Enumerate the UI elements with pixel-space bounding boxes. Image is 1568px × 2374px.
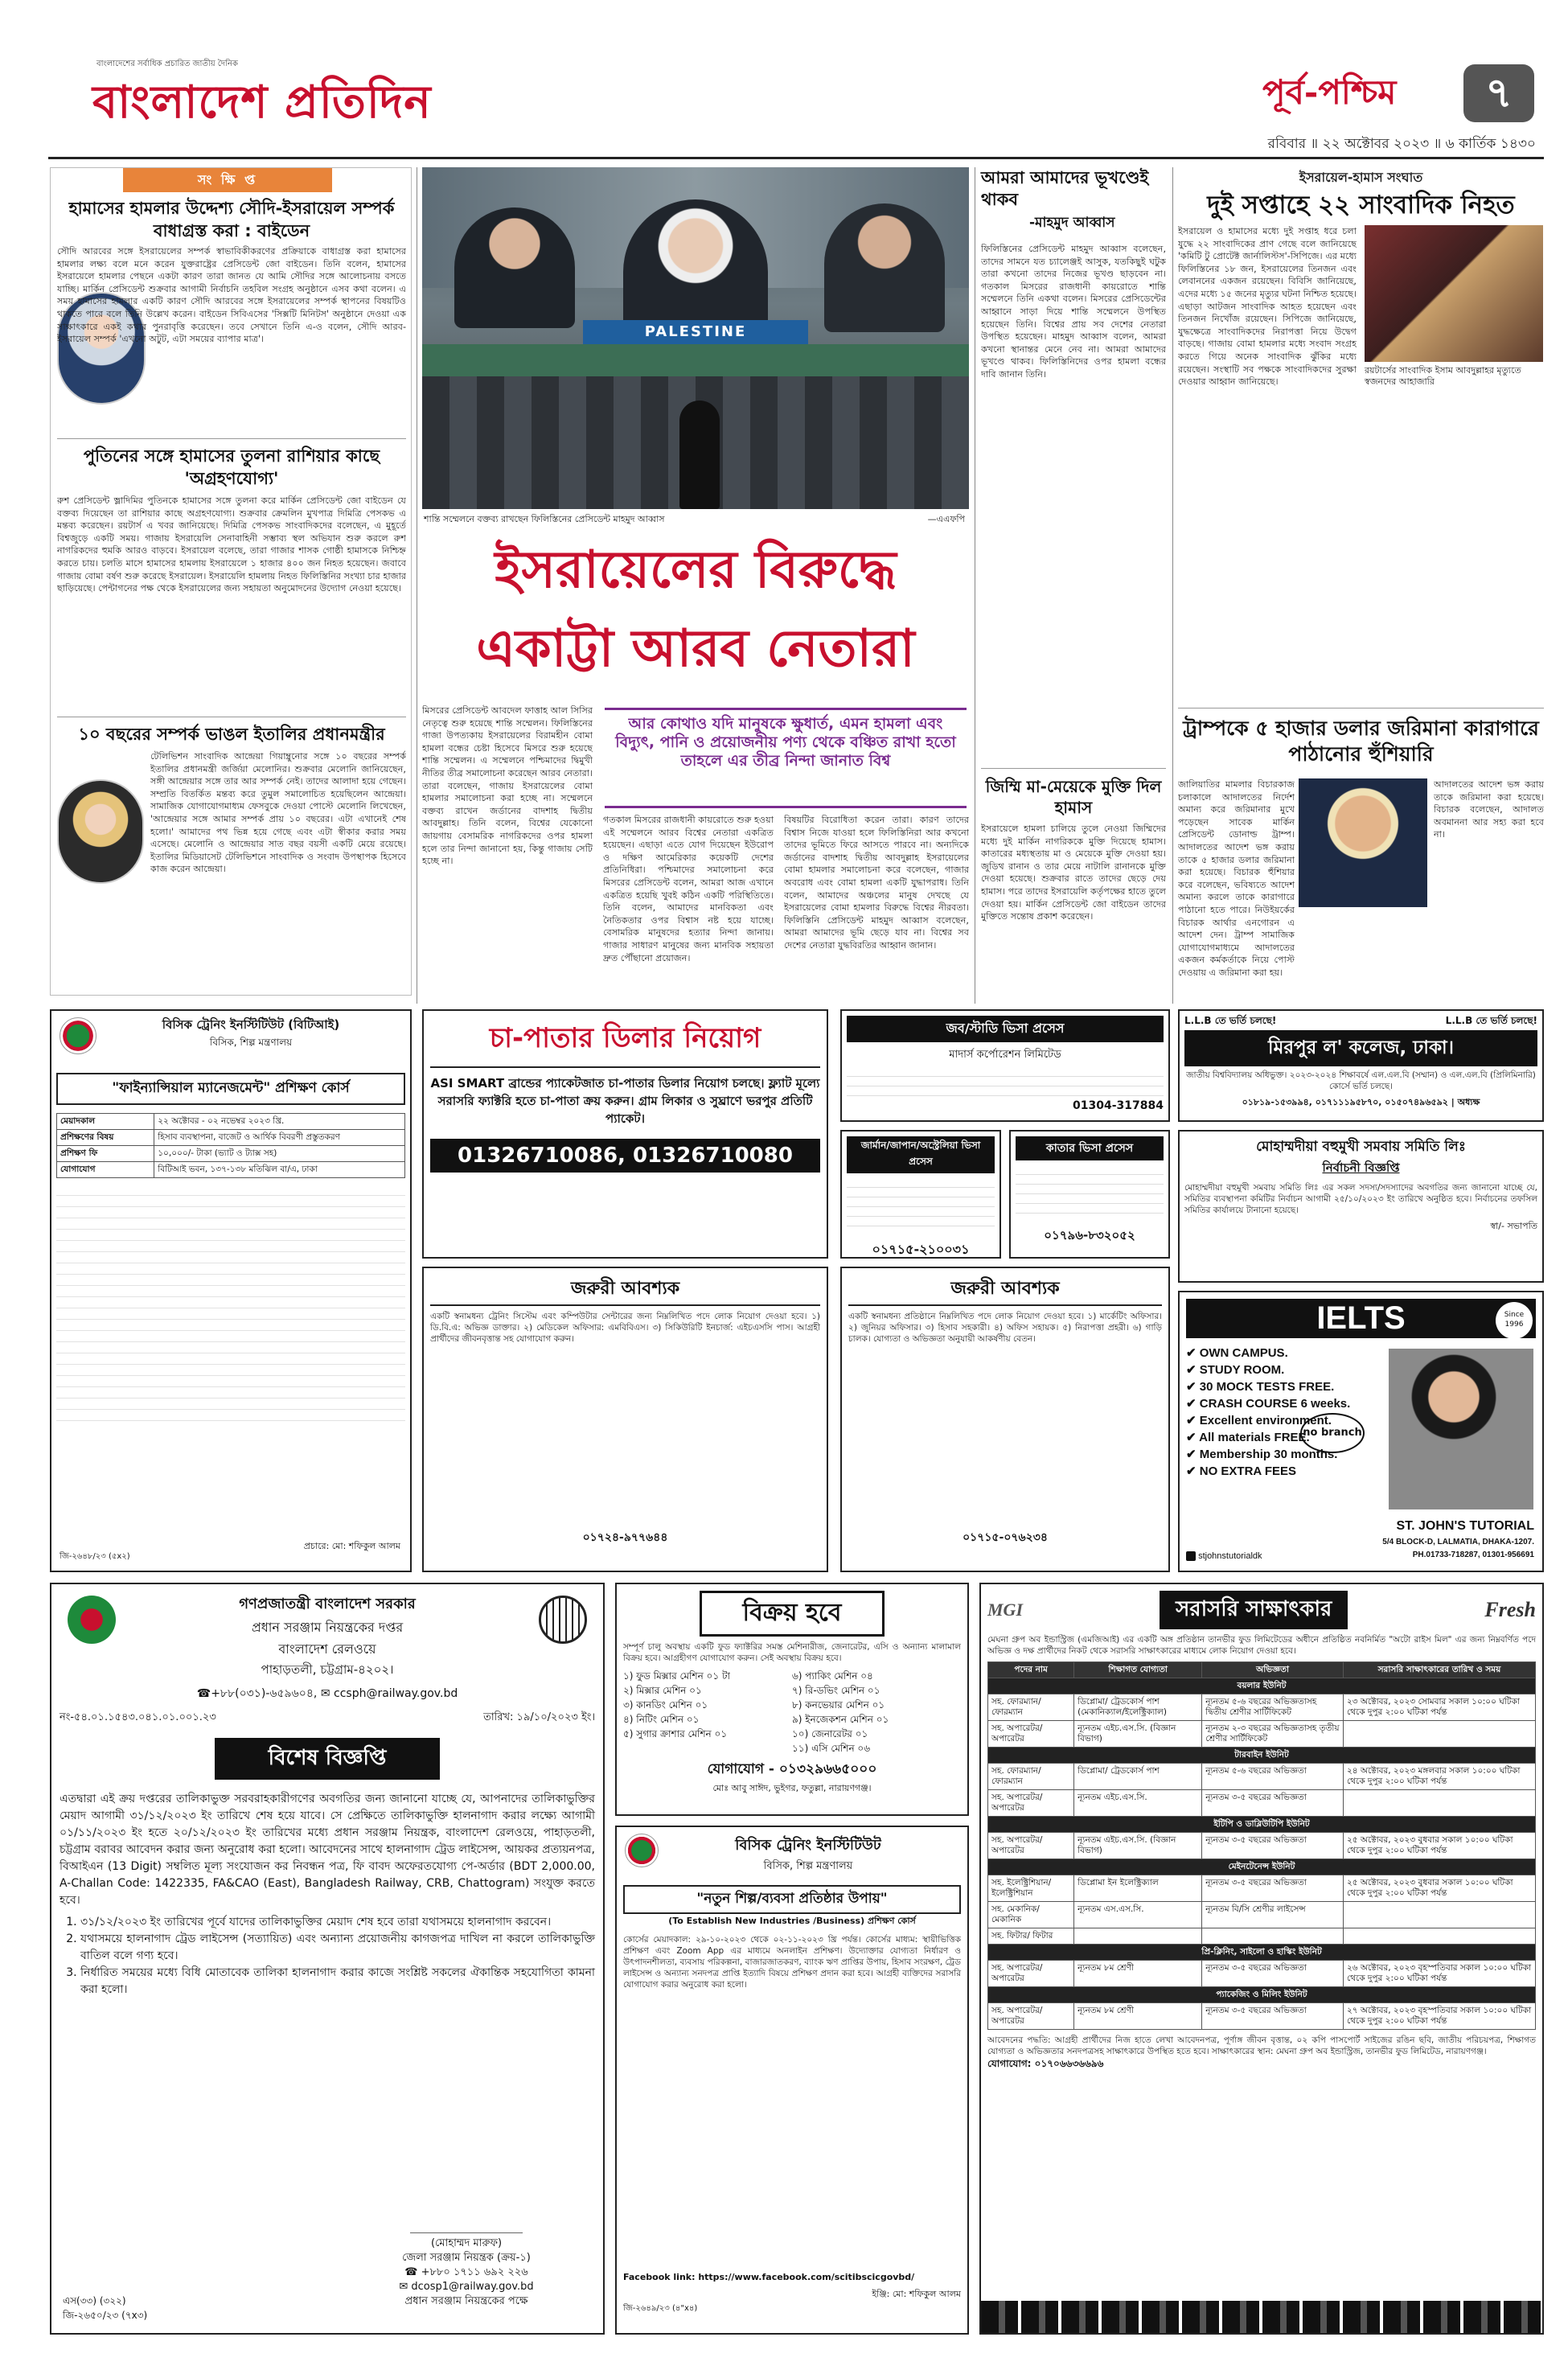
brief-label-text: সং ক্ষি প্ত [197,172,258,187]
btti2-ministry: বিসিক, শিল্প মন্ত্রণালয় [763,1860,853,1872]
table-row [57,1130,405,1146]
ielts-point: ✔ Membership 30 months. [1186,1448,1338,1461]
urgent2-headline: জরুরী আবশ্যক [848,1275,1162,1306]
llb-badge-right: L.L.B তে ভর্তি চলছে! [1445,1015,1537,1026]
meloni-photo [57,779,144,884]
railway-signer-office: প্রধান সরঞ্জাম নিয়ন্ত্রকের পক্ষে [404,2295,528,2307]
journalist-photo-caption: রয়টার্সের সাংবাদিক ইসাম আবদুল্লাহর মৃত্যুতে স্বজনদের আহাজারি [1365,365,1521,387]
railway-signer-email: ✉ dcosp1@railway.gov.bd [399,2281,534,2293]
sale-item: ৭) রি-ডভিং মেশিন ০১ [792,1685,880,1696]
section-title: বয়লার ইউনিট [988,1678,1536,1694]
railway-points [60,1914,595,1998]
table-cell [1343,1721,1535,1748]
railway-notice-title: বিশেষ বিজ্ঞপ্তি [215,1738,440,1780]
table-cell: ন্যূনতম ২-৩ বছরের অভিজ্ঞতাসহ তৃতীয় শ্রেণীর সার্টিফিকেট [1202,1721,1344,1748]
ielts-social [1186,1551,1262,1561]
btti2-body: কোর্সের মেয়াদকাল: ২৯-১০-২০২৩ থেকে ০২-১১-২০২৩ খ্রি পর্যন্ত। কোর্সের মাধ্যম: স্থায়ীভিত্তিক প্রশিক্ষণ এবং Zoom App এর মাধ্যমে অনলাইন প্রশিক্ষণ। উদ্যোক্তার যোগ্যতা নির্ধারণ ও উৎপাদনশীলতা, ব্যবসায় পরিকল্পনা, বাজারজাতকরণ, ব্যাংক ঋণ প্রাপ্তির উপায়, হিসাব সংরক্ষণ, ট্রেড লাইসেন্স ও অন্যান্য সনদপত্র প্রাপ্তি ইত্যাদি বিষয়ে প্রশিক্ষণ প্রদান করা হবে। আগ্রহী ব্যক্তিদের সরাসরি যোগাযোগ করার অনুরোধ করা হলো। [623,1935,961,1990]
journalist-story [1178,167,1544,702]
railway-memo: নং-৫৪.০১.১৫৪৩.০৪১.০১.০০১.২৩ [60,1711,216,1723]
ad-urgent-2 [840,1267,1170,1572]
lead-headline: ইসরায়েলের বিরুদ্ধে একাট্টা আরব নেতারা [476,540,915,679]
ielts-point: ✔ 30 MOCK TESTS FREE. [1186,1380,1335,1394]
btti-filler [56,1185,405,1426]
table-row [57,1146,405,1162]
table-cell: ন্যূনতম ৮ম শ্রেণী [1074,2003,1202,2030]
lead-body-col2: গতকাল মিসরের রাজধানী কায়রোতে শুরু হওয়া এই সম্মেলনে আরব বিশ্বের নেতারা একত্রিত হয়েছেন। এছাড়া এতে যোগ দিয়েছেন ইউরোপ ও দক্ষিণ আমেরিকার কয়েকটি দেশের প্রতিনিধিরা। পশ্চিমাদের সমালোচনা করে মিসরের প্রেসিডেন্ট বলেন, আমরা আজ এখানে একত্রিত হয়েছি খুবই কঠিন একটি পরিস্থিতিতে। তিনি বলেন, আমাদের মানবিকতা এবং নৈতিকতার ওপর বিশ্বাস নষ্ট হয়ে যাচ্ছে। বেসামরিক মানুষদের হত্যার নিন্দা জানায়। গাজার সাধারণ মানুষের জন্য মানবিক সহায়তা দ্রুত পৌঁছানো প্রয়োজন। [603,815,774,963]
railway-signer-phone: ☎ +৮৮০ ১৭১১ ৬৯২ ২২৬ [404,2266,528,2278]
col-rule [1172,167,1173,1004]
table-row [988,1833,1536,1859]
ielts-points [1186,1345,1387,1480]
brief-label [123,168,332,192]
ad-llb [1178,1009,1544,1122]
ielts-badge: no branch [1300,1413,1365,1453]
trump-headline: ট্রাম্পকে ৫ হাজার ডলার জরিমানা কারাগারে পাঠানোর হুঁশিয়ারি [1183,717,1539,766]
hostage-body: ইসরায়েলে হামলা চালিয়ে তুলে নেওয়া জিম্মিদের মধ্যে দুই মার্কিন নাগরিককে মুক্তি দিয়েছে হামাস। কাতারের মধ্যস্থতায় মা ও মেয়েকে মুক্তি দেওয়া হয়। জুডিথ রানান ও তার মেয়ে নাটালি রানানকে মুক্তি দেওয়া হয়েছে। শুক্রবার রাতে তাদের ছেড়ে দেয় হামাস। পরে তাদের ইসরায়েলি কর্তৃপক্ষের হাতে তুলে দেওয়া হয়। মার্কিন প্রেসিডেন্ট জো বাইডেন তাদের মুক্তিতে সন্তোষ প্রকাশ করেছেন। [981,824,1166,922]
ad-urgent-1 [422,1267,828,1572]
btti-course: "ফাইন্যান্সিয়াল ম্যানেজমেন্ট" প্রশিক্ষণ কোর্স [56,1073,405,1105]
brief-body: টেলিভিশন সাংবাদিক আন্দ্রেয়া গিয়াম্ব্রুনোর সঙ্গে ১০ বছরের সম্পর্ক ইতালির প্রধানমন্ত্রী জর্জিয়া মেলোনির। শুক্রবার মেলোনি জানিয়েছেন, সঙ্গী আন্দ্রেয়ার সঙ্গে তার আর সম্পর্ক নেই। তাদের আলাদা হয়ে গেছেন। সম্প্রতি বিতর্কিত মন্তব্য করে তুমুল সমালোচিত হয়েছিলেন আন্দ্রেয়া। সামাজিক যোগাযোগমাধ্যম ফেসবুকে দেওয়া পোস্টে মেলোনি লিখেছেন, 'আন্দ্রেয়ার সঙ্গে আমার সম্পর্ক প্রায় ১০ বছরের। এটা এখানেই শেষ হলো।' আমাদের পথ ভিন্ন হয়ে গেছে এবং এটা স্বীকার করার সময় এসেছে। মেলোনি ও আন্দ্রেয়ার সাত বছর বয়সী একটি মেয়ে রয়েছে। ইতালির মিডিয়াসেট টেলিভিশনে সাংবাদিক ও সংবাদ উপস্থাপক হিসেবে কাজ করেন আন্দ্রেয়া। [150,751,406,875]
fresh-footer: আবেদনের পদ্ধতি: আগ্রহী প্রার্থীদের নিজ হাতে লেখা আবেদনপত্র, পূর্ণাঙ্গ জীবন বৃত্তান্ত, ০২ কপি পাসপোর্ট সাইজের রঙিন ছবি, জাতীয় পরিচয়পত্র, শিক্ষাগত যোগ্যতা ও অভিজ্ঞতার সনদপত্রসহ সাক্ষাৎকারে উপস্থিত হতে হবে। সাক্ষাৎকারের স্থান: মেঘনা গ্রুপ অব ইন্ডাস্ট্রিজ, তানভীর ফুড লিমিটেড, নারায়ণগঞ্জ। [987,2035,1536,2056]
btti-signature: প্রচারে: মো: শফিকুল আলম [303,1541,400,1551]
journalist-body: ইসরায়েল ও হামাসের মধ্যে দুই সপ্তাহ ধরে চলা যুদ্ধে ২২ সাংবাদিকের প্রাণ গেছে বলে জানিয়েছে 'কমিটি টু প্রোটেক্ট জার্নালিস্টস'-সিপিজে। এর মধ্যে ফিলিস্তিনের ১৮ জন, ইসরায়েলের তিনজন এবং লেবাননের একজন রয়েছেন। বিবিসি জানিয়েছে, এদের মধ্যে ১৫ জনের মৃত্যুর ঘটনা নিশ্চিত হয়েছে। এছাড়া আটজন সাংবাদিক আহত হয়েছেন এবং তিনজন নিখোঁজ রয়েছেন। সিপিজে জানিয়েছে, যুদ্ধক্ষেত্রে সাংবাদিকদের নিরাপত্তা নিয়ে উদ্বেগ বাড়ছে। গাজায় বোমা হামলার মধ্যে সংবাদ সংগ্রহ করতে গিয়ে অনেক সাংবাদিক ঝুঁকির মধ্যে রয়েছেন। সংস্থাটি সব পক্ষকে সাংবাদিকদের সুরক্ষা দেওয়ার আহ্বান জানিয়েছে। [1178,226,1357,388]
table-cell: ডিপ্লোমা ইন ইলেক্ট্রিক্যাল [1074,1875,1202,1902]
railway-org: বাংলাদেশ রেলওয়ে [278,1641,376,1657]
railway-date: তারিখ: ১৯/১০/২০২৩ ইং। [483,1711,595,1723]
railway-logo-icon [539,1596,587,1644]
visa3-filler [1016,1165,1164,1222]
ad-cooperative [1178,1130,1544,1283]
brief-item-meloni [57,723,406,951]
date-line: রবিবার ॥ ২২ অক্টোবর ২০২৩ ॥ ৬ কার্তিক ১৪৩০ [1267,136,1536,152]
table-header: পদের নাম [988,1662,1074,1678]
row-value: বিটিআই ভবন, ১৩৭-১৩৮ মতিঝিল বা/এ, ঢাকা [154,1162,405,1178]
fresh-skyline [981,2301,1544,2333]
photo-figure-right [824,203,945,332]
table-cell: ন্যূনতম ৩-৫ বছরের অভিজ্ঞতা [1202,2003,1344,2030]
btti-ref: জি-২৬৪৮/২৩ (৫x২) [60,1552,130,1561]
section-title: প্যাকেজিং ও মিলিং ইউনিট [988,1987,1536,2003]
btti2-ref: জি-২৬৪৯/২৩ (৪"x৪) [623,2304,698,2313]
btti-logo-icon [60,1017,96,1054]
coop-signer: স্বা/- সভাপতি [1490,1221,1537,1231]
table-cell [1343,1902,1535,1928]
ielts-point: ✔ OWN CAMPUS. [1186,1346,1288,1360]
lead-body-col3: বিষয়টির বিরোধিতা করেন তারা। কারণ তাদের বিশ্বাস নিজে যাওয়া হলে ফিলিস্তিনিরা আর কখনো তাদের ভূমিতে ফিরে আসতে পারবে না। অন্যদিকে জর্ডানের বাদশাহ দ্বিতীয় আবদুল্লাহ ইসরায়েলের বোমা হামলার সমালোচনা করে বলেছেন, গাজার অবরোধ এবং বোমা হামলা একটি যুদ্ধাপরাধ। তিনি বলেন, আমাদের অঞ্চলের মানুষ দেখছে যে ইসরায়েলের বোমা হামলার বিরুদ্ধে বিশ্বের নীরবতা। ফিলিস্তিনি প্রেসিডেন্ট মাহমুদ আব্বাস বলেছেন, আমরা আমাদের ভূমি ছেড়ে যাব না। বিশ্বের সব দেশের নেতারা যুদ্ধবিরতির আহ্বান জানান। [784,815,969,951]
table-row [57,1114,405,1130]
page-number-badge [1463,64,1534,122]
ad-visa-1 [840,1009,1170,1122]
masthead-rule [48,157,1544,159]
table-row [988,1902,1536,1928]
signature-scribble [410,2212,523,2233]
sale-intro: সম্পূর্ণ চালু অবস্থায় একটি ফুড ফ্যাক্টরির সমস্ত মেশিনারীজ, জেনারেটর, এসি ও অন্যান্য মালামাল বিক্রয় হবে। আগ্রহীগণ যোগাযোগ করুন। সেই অবস্থায় বিক্রয় হবে। [623,1642,961,1663]
fresh-intro: মেঘনা গ্রুপ অব ইন্ডাস্ট্রিজ (এমজিআই) এর একটি অঙ্গ প্রতিষ্ঠান তানভীর ফুড লিমিটেডের অধীনে প্রতিষ্ঠিত নবনির্মিত "অটো রাইস মিল" এর জন্য নিম্নবর্ণিত পদে অভিজ্ঞ ও দক্ষ প্রার্থীদের নিকট থেকে সরাসরি সাক্ষাৎকারের মাধ্যমে লোক নিয়োগ দেওয়া হবে। [987,1635,1536,1656]
lead-body-col1: মিসরের প্রেসিডেন্ট আবদেল ফাত্তাহ আল সিসির নেতৃত্বে শুরু হয়েছে শান্তি সম্মেলন। ফিলিস্তিনের গাজা উপত্যকায় ইসরায়েলের বিরামহীন বোমা হামলা বন্ধের চেষ্টা হিসেবে মিসরে শুরু হয়েছে শান্তি সম্মেলন। এ সম্মেলনে পশ্চিমাদের দ্বিমুখী নীতির তীব্র সমালোচনা করেছেন আরব নেতারা। তারা বলেছেন, গাজায় ইসরায়েলের বোমা হামলার সমালোচনা করা হচ্ছে না। সম্মেলনে বক্তব্য রাখেন জর্ডানের বাদশাহ দ্বিতীয় আবদুল্লাহ। তিনি বলেন, বিশ্বের যেকোনো জায়গায় বেসামরিক নাগরিকদের ওপর হামলা হলে তার নিন্দা জানানো হয়, কিন্তু গাজায় সেটি হচ্ছে না। [422,705,593,867]
fresh-contact: যোগাযোগ: ০১৭০৬৬৩৬৬৯৬ [987,2058,1104,2069]
brief-headline: ১০ বছরের সম্পর্ক ভাঙল ইতালির প্রধানমন্ত্রীর [78,725,385,744]
visa3-phone: ০১৭৯৬-৮৩২০৫২ [1044,1228,1135,1242]
masthead-logo: বাংলাদেশ প্রতিদিন [92,76,432,129]
table-row [988,1764,1536,1790]
table-cell: ২৪ অক্টোবর, ২০২৩ মঙ্গলবার সকাল ১০:০০ ঘটিকা থেকে দুপুর ২:০০ ঘটিকা পর্যন্ত [1343,1764,1535,1790]
urgent1-headline: জরুরী আবশ্যক [430,1275,820,1306]
lead-photo-credit: —এএফপি [927,514,965,524]
table-cell: ন্যূনতম ৩-৫ বছরের অভিজ্ঞতা [1202,1875,1344,1902]
railway-point: 3. নির্ধারিত সময়ের মধ্যে বিধি মোতাবেক তালিকা হালনাগাদ করার কাজে সংশ্লিষ্ট সকলের ঐকান্তিক সহযোগিতা কামনা করা হলো। [80,1965,595,1998]
btti2-org: বিসিক ট্রেনিং ইনস্টিটিউট [735,1837,881,1854]
ad-tea-dealer [422,1009,828,1259]
sale-item: ২) মিক্সার মেশিন ০১ [623,1685,702,1696]
brief-item-biden [57,197,406,345]
ad-visa-2 [840,1130,1001,1259]
brief-column [50,167,412,996]
railway-point: 2. যথাসময়ে হালনাগাদ ট্রেড লাইসেন্স (সত্যায়িত) এবং অন্যান্য প্রয়োজনীয় কাগজপত্র দাখিল না করলে তালিকাভুক্তি বাতিল বলে গণ্য হবে। [80,1931,595,1965]
gov-emblem-icon [68,1596,116,1644]
ad-ielts [1178,1291,1544,1572]
ielts-point: ✔ Excellent environment. [1186,1414,1332,1427]
brief-body: রুশ প্রেসিডেন্ট ভ্লাদিমির পুতিনকে হামাসের সঙ্গে তুলনা করে মার্কিন প্রেসিডেন্ট জো বাইডেন যে বক্তব্য দিয়েছেন তা রাশিয়ার কাছে অগ্রহণযোগ্য। শুক্রবার ক্রেমলিন মুখপাত্র দিমিত্রি পেসকভ এ মন্তব্য করেছেন। রয়টার্স এ খবর জানিয়েছে। দিমিত্রি পেসকভ সাংবাদিকদের বলেছেন, এ মুহূর্তে বিশ্বজুড়ে একটি সময়। গাজায় ইসরায়েলি সেনাবাহিনী সম্ভাব্য স্থল অভিযান শুরু করলে রুশ নাগরিকদের হুমকি আরও বাড়বে। ইসরায়েল বলেছে, তারা গাজার শাসক গোষ্ঠী হামাসকে নিশ্চিহ্ন করতে চায়। চলতি মাসে হামাসের হামলায় ইসরায়েলে ১ হাজার ৪০০ জন নিহত হয়েছেন। জবাবে গাজায় বোমা বর্ষণ শুরু করেছে ইসরায়েল। ইসরায়েলি হামলায় নিহত ফিলিস্তিনির সংখ্যা চার হাজার ছাড়িয়েছে। পেন্টাগনের পক্ষ থেকে ইসরায়েলের জন্য সহায়তা অনুমোদনের উদ্যোগ নেওয়া হয়েছে। [57,495,406,594]
photo-figure-left [454,207,575,328]
section-row [988,1987,1536,2003]
section-title: টারবাইন ইউনিট [988,1748,1536,1764]
trump-story [1178,716,1544,1005]
llb-headline: মিরপুর ল' কলেজ, ঢাকা। [1184,1030,1537,1066]
tea-body: ASI SMART ব্রান্ডের প্যাকেটজাত চা-পাতার ডিলার নিয়োগ চলছে। ফ্ল্যাট মূল্যে সরাসরি ফ্যাক্টরি হতে চা-পাতা ক্রয় করুন। গ্রাম লিকার ও সুঘ্রাণে ভরপুর প্রতিটি প্যাকেট। [430,1076,820,1126]
table-row [988,1928,1536,1945]
sale-items-left [623,1669,792,1756]
ielts-phone: PH.01733-718287, 01301-956691 [1412,1550,1534,1559]
railway-gov: গণপ্রজাতন্ত্রী বাংলাদেশ সরকার [239,1596,416,1612]
table-cell: সহ. ফোরম্যান/ ফোরম্যান [988,1694,1074,1721]
table-cell [1343,1790,1535,1817]
table-cell: ২৫ অক্টোবর, ২০২৩ বুধবার সকাল ১০:০০ ঘটিকা থেকে দুপুর ২:০০ ঘটিকা পর্যন্ত [1343,1833,1535,1859]
fresh-table [987,1661,1536,2030]
page-number: ৭ [1485,69,1513,117]
ielts-org: ST. JOHN'S TUTORIAL [1396,1519,1534,1533]
ielts-point: ✔ All materials FREE. [1186,1431,1310,1444]
sale-contact: যোগাযোগ - ০১৩২৯৬৬৫০০০ [707,1761,877,1777]
sale-headline: বিক্রয় হবে [700,1591,885,1637]
table-cell: ন্যূনতম ৫-৬ বছরের অভিজ্ঞতাসহ দ্বিতীয় শ্রেণীর সার্টিফিকেট [1202,1694,1344,1721]
sale-item: ১০) জেনারেটর ০১ [792,1728,868,1739]
ielts-point: ✔ NO EXTRA FEES [1186,1464,1297,1478]
section-row [988,1748,1536,1764]
table-cell: সহ. মেকানিক/ মেকানিক [988,1902,1074,1928]
btti2-course: "নতুন শিল্প/ব্যবসা প্রতিষ্ঠার উপায়" [623,1885,961,1914]
row-label: মেয়াদকাল [57,1114,154,1130]
table-cell [1202,1928,1344,1945]
row-label: প্রশিক্ষণের বিষয় [57,1130,154,1146]
visa1-phone: 01304-317884 [1073,1099,1164,1112]
ielts-since: Since 1996 [1496,1302,1533,1339]
table-row [988,2003,1536,2030]
sale-item: ৮) কনভেয়ার মেশিন ০১ [792,1699,885,1711]
ielts-headline: IELTS [1186,1299,1536,1338]
table-cell: ন্যূনতম ৮ম শ্রেণী [1074,1961,1202,1987]
coop-title: মোহাম্মদীয়া বহুমুখী সমবায় সমিতি লিঃ [1256,1139,1466,1155]
railway-signer-name: (মোহাম্মদ মারুফ) [430,2237,503,2249]
row-value: ২২ অক্টোবর - ০২ নভেম্বর ২০২৩ খ্রি. [154,1114,405,1130]
visa2-headline: জার্মান/জাপান/অস্ট্রেলিয়া ভিসা প্রসেস [847,1136,995,1173]
table-cell: সহ. অপারেটর/ অপারেটর [988,1961,1074,1987]
brief-headline: হামাসের হামলার উদ্দেশ্য সৌদি-ইসরায়েল সম্পর্ক বাধাগ্রস্ত করা : বাইডেন [68,199,395,240]
lead-photo-caption: শান্তি সম্মেলনে বক্তব্য রাখছেন ফিলিস্তিনের প্রেসিডেন্ট মাহমুদ আব্বাস [424,514,665,524]
railway-office: প্রধান সরঞ্জাম নিয়ন্ত্রকের দপ্তর [251,1620,404,1635]
section-row [988,1945,1536,1961]
section-title: ইটিপি ও ডাব্লিউটিপি ইউনিট [988,1817,1536,1833]
btti-ministry: বিসিক, শিল্প মন্ত্রণালয় [209,1037,293,1048]
row-value: হিসাব ব্যবস্থাপনা, বাজেট ও আর্থিক বিবরণী প্রস্তুতকরণ [154,1130,405,1146]
btti2-signer: ইঞ্জি: মো: শফিকুল আলম [872,2289,961,2299]
coop-subtitle: নির্বাচনী বিজ্ঞপ্তি [1322,1160,1400,1175]
ielts-student-photo [1389,1349,1533,1509]
table-cell: ২৬ অক্টোবর, ২০২৩ বৃহস্পতিবার সকাল ১০:০০ ঘটিকা থেকে দুপুর ২:০০ ঘটিকা পর্যন্ত [1343,1961,1535,1987]
table-cell: ২৫ অক্টোবর, ২০২৩ বুধবার সকাল ১০:০০ ঘটিকা থেকে দুপুর ২:০০ ঘটিকা পর্যন্ত [1343,1875,1535,1902]
sale-item: ৪) নিটিং মেশিন ০১ [623,1714,700,1725]
table-cell: সহ. ফিটার/ ফিটার [988,1928,1074,1945]
table-cell: সহ. অপারেটর/ অপারেটর [988,1790,1074,1817]
table-cell: ন্যূনতম এইচ.এস.সি. (বিজ্ঞান বিভাগ) [1074,1721,1202,1748]
section-row [988,1817,1536,1833]
table-cell: ন্যূনতম ৩-৫ বছরের অভিজ্ঞতা [1202,1961,1344,1987]
sale-address: মোঃ আবু সাঈদ, ভুইগর, ফতুল্লা, নারায়ণগঞ্জ। [712,1783,872,1793]
section-row [988,1678,1536,1694]
ad-for-sale [615,1583,969,1816]
ad-fresh [979,1583,1544,2335]
table-cell: সহ. অপারেটর/ অপারেটর [988,2003,1074,2030]
section-row [988,1859,1536,1875]
ad-btti-finance [50,1009,412,1572]
table-cell: ২৭ অক্টোবর, ২০২৩ বৃহস্পতিবার সকাল ১০:০০ ঘটিকা থেকে দুপুর ২:০০ ঘটিকা পর্যন্ত [1343,2003,1535,2030]
railway-point: 1. ৩১/১২/২০২৩ ইং তারিখের পূর্বে যাদের তালিকাভুক্তির মেয়াদ শেষ হবে তারা যথাসময়ে হালনাগাদ করবেন। [80,1914,595,1931]
journalist-headline: দুই সপ্তাহে ২২ সাংবাদিক নিহত [1207,191,1515,220]
table-cell: সহ. ইলেক্ট্রিশিয়ান/ ইলেক্ট্রিশিয়ান [988,1875,1074,1902]
table-cell [1343,1928,1535,1945]
table-cell: ন্যূনতম এইচ.এস.সি. (বিজ্ঞান বিভাগ) [1074,1833,1202,1859]
photo-speaker [679,400,720,509]
abbas-body: ফিলিস্তিনের প্রেসিডেন্ট মাহমুদ আব্বাস বলেছেন, তাদের সামনে যত চ্যালেঞ্জই আসুক, যতকিছুই ঘটুক তারা কখনো তাদের নিজের ভূখণ্ড ছাড়বেন না। গতকাল মিসরের রাজধানী কায়রোতে শান্তি সম্মেলনে তিনি একথা বলেন। মিসরের প্রেসিডেন্টের আহ্বানে সাড়া দিয়ে শান্তি সম্মেলনে উপস্থিত হয়েছেন তিনি। বিশ্বের প্রায় সব দেশের নেতারা উপস্থিত হয়েছেন। মাহমুদ আব্বাস বলেন, আমরা কখনো স্থানান্তর মেনে নেব না। আমরা আমাদের ভূখণ্ডে থাকব। ফিলিস্তিনিদের ওপর হামলা বন্ধের দাবি জানান তিনি। [981,244,1166,380]
table-cell: সহ. অপারেটর/ অপারেটর [988,1721,1074,1748]
table-cell: ন্যূনতম এস.এস.সি. [1074,1902,1202,1928]
llb-body: জাতীয় বিশ্ববিদ্যালয় অধিভুক্ত। ২০২৩-২০২৪ শিক্ষাবর্ষে এল.এল.বি (সম্মান) ও এল.এল.বি (প্রিলিমিনারি) কোর্সে ভর্তি চলছে। [1186,1070,1536,1091]
table-cell: ন্যূনতম ৩-৫ বছরের অভিজ্ঞতা [1202,1833,1344,1859]
table-row [988,1961,1536,1987]
visa1-filler [847,1067,1164,1099]
section-title: প্রি-ক্লিনিং, সাইলো ও হাস্কিং ইউনিট [988,1945,1536,1961]
railway-body: এতদ্বারা এই ক্রয় দপ্তরের তালিকাভুক্ত সরবরাহকারীগণের অবগতির জন্য জানানো যাচ্ছে যে, আপনাদের তালিকাভুক্তির মেয়াদ আগামী ৩১/১২/২০২৩ ইং তারিখে শেষ হয়ে যাবে। সে প্রেক্ষিতে তালিকাভুক্তি হালনাগাদ করার লক্ষ্যে আগামী ০১/১১/২০২৩ ইং হতে ২০/১২/২০২৩ ইং তারিখের মধ্যে প্রধান সরঞ্জাম নিয়ন্ত্রক, বাংলাদেশ রেলওয়ে, পাহাড়তলী, চট্টগ্রাম বরাবর আবেদন করার জন্য অনুরোধ করা হলো। আবেদনের সাথে হালনাগাদ ট্রেড লাইসেন্স, আয়কর প্রত্যয়নপত্র, বিআইএন (13 Digit) সম্বলিত মূল্য সংযোজন কর নিবন্ধন পত্র, ফি বাবদ অফেরতযোগ্য পে-অর্ডার (BDT 2,000.00, A-Challan Code: 1422335, FA&CAO (East), Bangladesh Railway, CRB, Chattogram) সংযুক্ত করতে হবে। [60,1793,595,1907]
table-cell: ডিপ্লোমা/ ট্রেডকোর্স পাশ [1074,1764,1202,1790]
hostage-story [981,776,1166,1005]
ielts-address: 5/4 BLOCK-D, LALMATIA, DHAKA-1207. [1382,1538,1534,1546]
journalist-kicker: ইসরায়েল-হামাস সংঘাত [1299,170,1423,185]
table-cell: ন্যূনতম এইচ.এস.সি. [1074,1790,1202,1817]
ielts-point: ✔ STUDY ROOM. [1186,1363,1285,1377]
visa2-filler [847,1178,995,1234]
brief-item-putin [57,445,406,710]
ad-btti-industry [615,1826,969,2335]
sale-item: ৫) সুগার ক্রাশার মেশিন ০১ [623,1728,728,1739]
btti2-facebook: Facebook link: https://www.facebook.com/scitibscicgovbd/ [623,2272,915,2282]
table-cell: ডিপ্লোমা/ ট্রেডকোর্স পাশ (মেকানিক্যাল/ইলেক্ট্রিক্যাল) [1074,1694,1202,1721]
table-cell: ২৩ অক্টোবর, ২০২৩ সোমবার সকাল ১০:০০ ঘটিকা থেকে দুপুর ২:০০ ঘটিকা পর্যন্ত [1343,1694,1535,1721]
hostage-headline: জিম্মি মা-মেয়েকে মুক্তি দিল হামাস [985,777,1162,817]
railway-contact: ☎+৮৮(০৩১)-৬৫৯৬০৪, ✉ ccsph@railway.gov.bd [196,1687,458,1700]
abbas-byline: -মাহমুদ আব্বাস [1029,215,1115,231]
tea-headline: চা-পাতার ডিলার নিয়োগ [430,1017,820,1068]
social-icon [1186,1551,1196,1561]
sale-item: ৯) ইনজেকশন মেশিন ০১ [792,1714,889,1725]
sale-item: ১১) এসি মেশিন ০৬ [792,1743,871,1754]
pull-quote: আর কোথাও যদি মানুষকে ক্ষুধার্ত, এমন হামলা এবং বিদ্যুৎ, পানি ও প্রয়োজনীয় পণ্য থেকে বঞ্চিত রাখা হতো তাহলে এর তীব্র নিন্দা জানাত বিশ্ব [615,715,956,770]
photo-desk [422,344,969,376]
btti2-logo-icon [625,1834,659,1867]
railway-signature [362,2212,571,2309]
row-value: ১০,০০০/- টাকা (ভ্যাট ও ট্যাক্স সহ) [154,1146,405,1162]
fresh-brand-right: Fresh [1484,1598,1536,1621]
section-title: পূর্ব-পশ্চিম [1262,72,1397,112]
brief-headline: পুতিনের সঙ্গে হামাসের তুলনা রাশিয়ার কাছে 'অগ্রহণযোগ্য' [83,446,380,488]
fresh-headline: সরাসরি সাক্ষাৎকার [1160,1591,1348,1629]
sale-item: ৬) প্যাকিং মেশিন ০৪ [792,1670,873,1682]
ielts-social-handle: stjohnstutorialdk [1198,1550,1262,1561]
visa1-headline: জব/স্টাডি ভিসা প্রসেস [847,1016,1164,1042]
table-cell: ন্যূনতম বি/সি শ্রেণীর লাইসেন্স [1202,1902,1344,1928]
coop-body: মোহাম্মদীয়া বহুমুখী সমবায় সমিতি লিঃ এর সকল সদস্য/সদস্যাদের অবগতির জন্য জানানো যাচ্ছে যে, সমিতির ব্যবস্থাপনা কমিটির নির্বাচন আগামী ২৫/১০/২০২৩ ইং তারিখে অনুষ্ঠিত হবে। নির্বাচনের তফসিল সমিতির কার্যালয়ে টানানো হয়েছে। [1184,1183,1537,1215]
table-header: শিক্ষাগত যোগ্যতা [1074,1662,1202,1678]
urgent1-body: একটি স্বনামধন্য ট্রেনিং সিস্টেম এবং কম্পিউটার সেন্টারের জন্য নিম্নলিখিত পদে লোক নিয়োগ দেওয়া হবে। ১) ডি.বি.এ: অভিজ্ঞ ডাক্তার। ২) মেডিকেল অফিসার: এমবিবিএস। ৩) সিকিউরিটি ইনচার্জ: এইচএসসি পাস। আগ্রহী প্রার্থীদের জীবনবৃত্তান্ত সহ যোগাযোগ করুন। [430,1312,820,1344]
trump-body: জালিয়াতির মামলার বিচারকাজ চলাকালে আদালতের নির্দেশ অমান্য করে জরিমানার মুখে পড়েছেন সাবেক মার্কিন প্রেসিডেন্ট ডোনাল্ড ট্রাম্প। আদালতের আদেশ ভঙ্গ করায় তাকে ৫ হাজার ডলার জরিমানা করা হয়েছে। বিচারক হুঁশিয়ার করে বলেছেন, ভবিষ্যতে আদেশ অমান্য করলে তাকে কারাগারে পাঠানো হতে পারে। নিউইয়র্কের বিচারক আর্থার এনগোরন এ আদেশ দেন। ট্রাম্প সামাজিক যোগাযোগমাধ্যমে আদালতের একজন কর্মকর্তাকে নিয়ে পোস্ট দেওয়ায় এ জরিমানা করা হয়। [1178,779,1295,978]
masthead-tagline: বাংলাদেশের সর্বাধিক প্রচারিত জাতীয় দৈনিক [96,60,238,68]
ad-railway [50,1583,605,2335]
railway-address: পাহাড়তলী, চট্টগ্রাম-৪২০২। [261,1662,394,1677]
btti-org: বিসিক ট্রেনিং ইনস্টিটিউট (বিটিআই) [162,1017,340,1032]
brief-body: সৌদি আরবের সঙ্গে ইসরায়েলের সম্পর্ক স্বাভাবিকীকরণের প্রক্রিয়াকে বাধাগ্রস্ত করা হামাসের হামলার লক্ষ্য বলে মনে করেন যুক্তরাষ্ট্রের প্রেসিডেন্ট জো বাইডেন। তিনি বলেন, হামাসের ইসরায়েলে হামলার পেছনে একটা কারণ তারা জানত যে আমি সৌদির সঙ্গে আলোচনায় বসতে যাচ্ছি। মার্কিন প্রেসিডেন্ট শুক্রবার আগামী নির্বাচনি তহবিল সংগ্রহ অনুষ্ঠানে এসব কথা বলেন। এ সময় হামাসের হামলার একটি কারণ সৌদি আরবের সঙ্গে ইসরায়েলের সম্পর্ক স্থাপনের বিষয়টিও থাকতে পারে বলে তিনি উল্লেখ করেন। বাইডেন সিবিএসের 'সিক্সটি মিনিটস' অনুষ্ঠানে দেওয়া এক সাক্ষাৎকারে একই কথার পুনরাবৃত্তি করেছেন। তবে সেখানে তিনি এ-ও বলেন, সৌদি আরব-ইসরায়েল সম্পর্ক 'এখনো অটুট, এটা সময়ের ব্যাপার মাত্র'। [57,246,406,345]
visa1-contact: মাদার্স কর্পোরেশন লিমিটেড [949,1049,1061,1061]
brief-divider [57,438,406,439]
masthead [48,56,1544,157]
urgent1-phone: ০১৭২৪-৯৭৭৬৪৪ [582,1531,668,1544]
ad-visa-3 [1009,1130,1170,1259]
railway-ref1: এস(৩৩) (৩২২) [63,2295,126,2306]
railway-ref2: জি-২৬৫০/২৩ (৭x৩) [63,2310,148,2321]
llb-badge-left: L.L.B তে ভর্তি চলছে! [1184,1015,1277,1026]
abbas-story [981,167,1166,754]
urgent2-body: একটি স্বনামধন্য প্রতিষ্ঠানে নিম্নলিখিত পদে লোক নিয়োগ দেওয়া হবে। ১) মার্কেটিং অফিসার। ২) জুনিয়র অফিসার। ৩) হিসাব সহকারী। ৪) অফিস সহায়ক। ৫) নিরাপত্তা প্রহরী। ৬) গাড়ি চালক। যোগ্যতা ও অভিজ্ঞতা অনুযায়ী আকর্ষণীয় বেতন। [848,1312,1162,1344]
railway-signer-title: জেলা সরঞ্জাম নিয়ন্ত্রক (ক্রয়-১) [402,2252,531,2264]
table-cell: সহ. অপারেটর/ অপারেটর [988,1833,1074,1859]
abbas-headline: আমরা আমাদের ভূখণ্ডেই থাকব [981,168,1149,209]
urgent2-phone: ০১৭১৫-০৭৬২৩৪ [963,1531,1048,1544]
trump-photo [1299,778,1427,907]
lead-photo [422,167,969,509]
table-row [57,1162,405,1178]
table-header: অভিজ্ঞতা [1202,1662,1344,1678]
table-row [988,1721,1536,1748]
section-title: মেইনটেনেন্স ইউনিট [988,1859,1536,1875]
trump-body-right: আদালতের আদেশ ভঙ্গ করায় তাকে জরিমানা করা হয়েছে। বিচারক বলেছেন, আদালত অবমাননা আর সহ্য করা হবে না। [1434,779,1544,840]
table-header: সরাসরি সাক্ষাৎকারের তারিখ ও সময় [1343,1662,1535,1678]
row-label: প্রশিক্ষণ ফি [57,1146,154,1162]
btti-table [56,1113,405,1178]
table-cell [1074,1928,1202,1945]
table-row [988,1790,1536,1817]
row-label: যোগাযোগ [57,1162,154,1178]
journalist-divider [1178,708,1544,709]
visa2-phone: ০১৭১৫-২১০০৩১ [872,1242,970,1257]
sale-item: ১) ফুড মিক্সার মেশিন ০১ টা [623,1670,730,1682]
sale-item: ৩) কানডিং মেশিন ০১ [623,1699,708,1711]
tea-phone: 01326710086, 01326710080 [430,1139,820,1173]
pull-quote-box [605,708,967,808]
visa3-headline: কাতার ভিসা প্রসেস [1016,1136,1164,1160]
table-cell: সহ. ফোরম্যান/ ফোরম্যান [988,1764,1074,1790]
fresh-brand-left: MGI [987,1600,1024,1620]
journalist-photo [1365,225,1543,362]
btti2-course-en: (To Establish New Industries /Business) প্রশিক্ষণ কোর্স [668,1916,916,1926]
llb-phone: ০১৮১৯-১৫৩৯৯৪, ০১৭১১১৯৫৮৭০, ০১৫০৭৪৯৬৫৯২ | অধ্যক্ষ [1242,1097,1480,1107]
table-cell: ন্যূনতম ৩-৫ বছরের অভিজ্ঞতা [1202,1790,1344,1817]
abbas-divider [981,768,1166,769]
podium-sign: PALESTINE [583,320,808,344]
ielts-point: ✔ CRASH COURSE 6 weeks. [1186,1397,1351,1411]
sale-items-right [792,1669,961,1756]
table-cell: ন্যূনতম ৫-৬ বছরের অভিজ্ঞতা [1202,1764,1344,1790]
table-row [988,1875,1536,1902]
table-row [988,1694,1536,1721]
